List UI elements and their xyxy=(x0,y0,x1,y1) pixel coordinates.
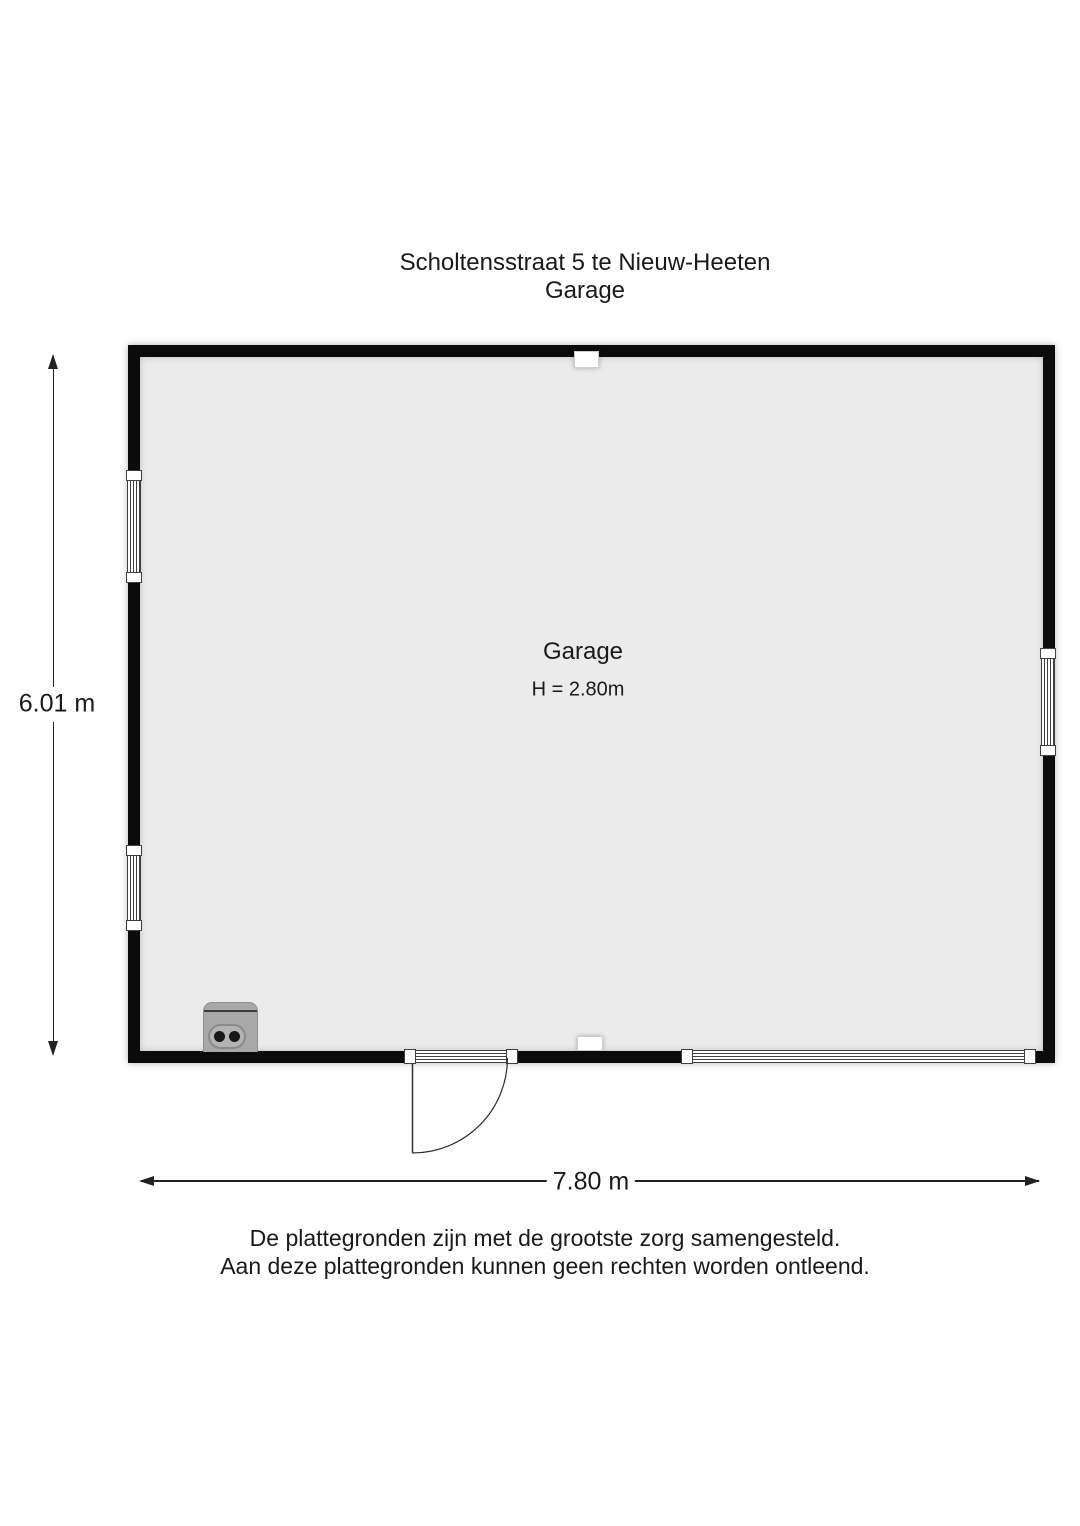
window-icon-right xyxy=(1041,648,1055,756)
arrow-right-icon xyxy=(1025,1176,1040,1186)
dimension-line-vertical-lower xyxy=(53,722,55,1054)
wall-notch-bottom xyxy=(577,1036,603,1051)
arrow-up-icon xyxy=(48,354,58,369)
window-frame-cap xyxy=(1040,648,1056,659)
window-frame-cap xyxy=(126,920,142,931)
disclaimer-line-1: De plattegronden zijn met de grootste zorg samengesteld. xyxy=(249,1225,841,1251)
page-subtitle: Garage xyxy=(544,277,626,304)
window-frame-cap xyxy=(126,470,142,481)
window-frame-cap xyxy=(1024,1049,1036,1064)
window-icon-bottom xyxy=(681,1050,1036,1063)
arrow-left-icon xyxy=(139,1176,154,1186)
window-icon-left-upper xyxy=(127,470,141,583)
garage-floor xyxy=(140,357,1043,1051)
burner-dot-icon xyxy=(214,1031,225,1042)
boiler-top-bar xyxy=(204,1010,257,1012)
window-frame-cap xyxy=(681,1049,693,1064)
window-icon-left-lower xyxy=(127,845,141,931)
dimension-line-horizontal-left xyxy=(141,1180,551,1182)
window-frame-cap xyxy=(126,845,142,856)
boiler-burner-pod xyxy=(208,1024,246,1049)
disclaimer-line-2: Aan deze plattegronden kunnen geen rechten worden ontleend. xyxy=(220,1253,870,1279)
dimension-line-horizontal-right xyxy=(631,1180,1039,1182)
burner-dot-icon xyxy=(229,1031,240,1042)
room-label: Garage xyxy=(542,638,624,665)
width-dimension-label: 7.80 m xyxy=(547,1168,635,1197)
arrow-down-icon xyxy=(48,1041,58,1056)
room-height-label: H = 2.80m xyxy=(531,678,625,701)
window-frame-cap xyxy=(1040,745,1056,756)
door-swing-icon xyxy=(400,1055,520,1165)
wall-notch-top xyxy=(574,351,599,368)
page-title: Scholtensstraat 5 te Nieuw-Heeten xyxy=(399,249,771,276)
height-dimension-label: 6.01 m xyxy=(13,690,101,719)
dimension-line-vertical-upper xyxy=(53,356,55,687)
boiler-icon xyxy=(203,1002,258,1052)
window-frame-cap xyxy=(126,572,142,583)
